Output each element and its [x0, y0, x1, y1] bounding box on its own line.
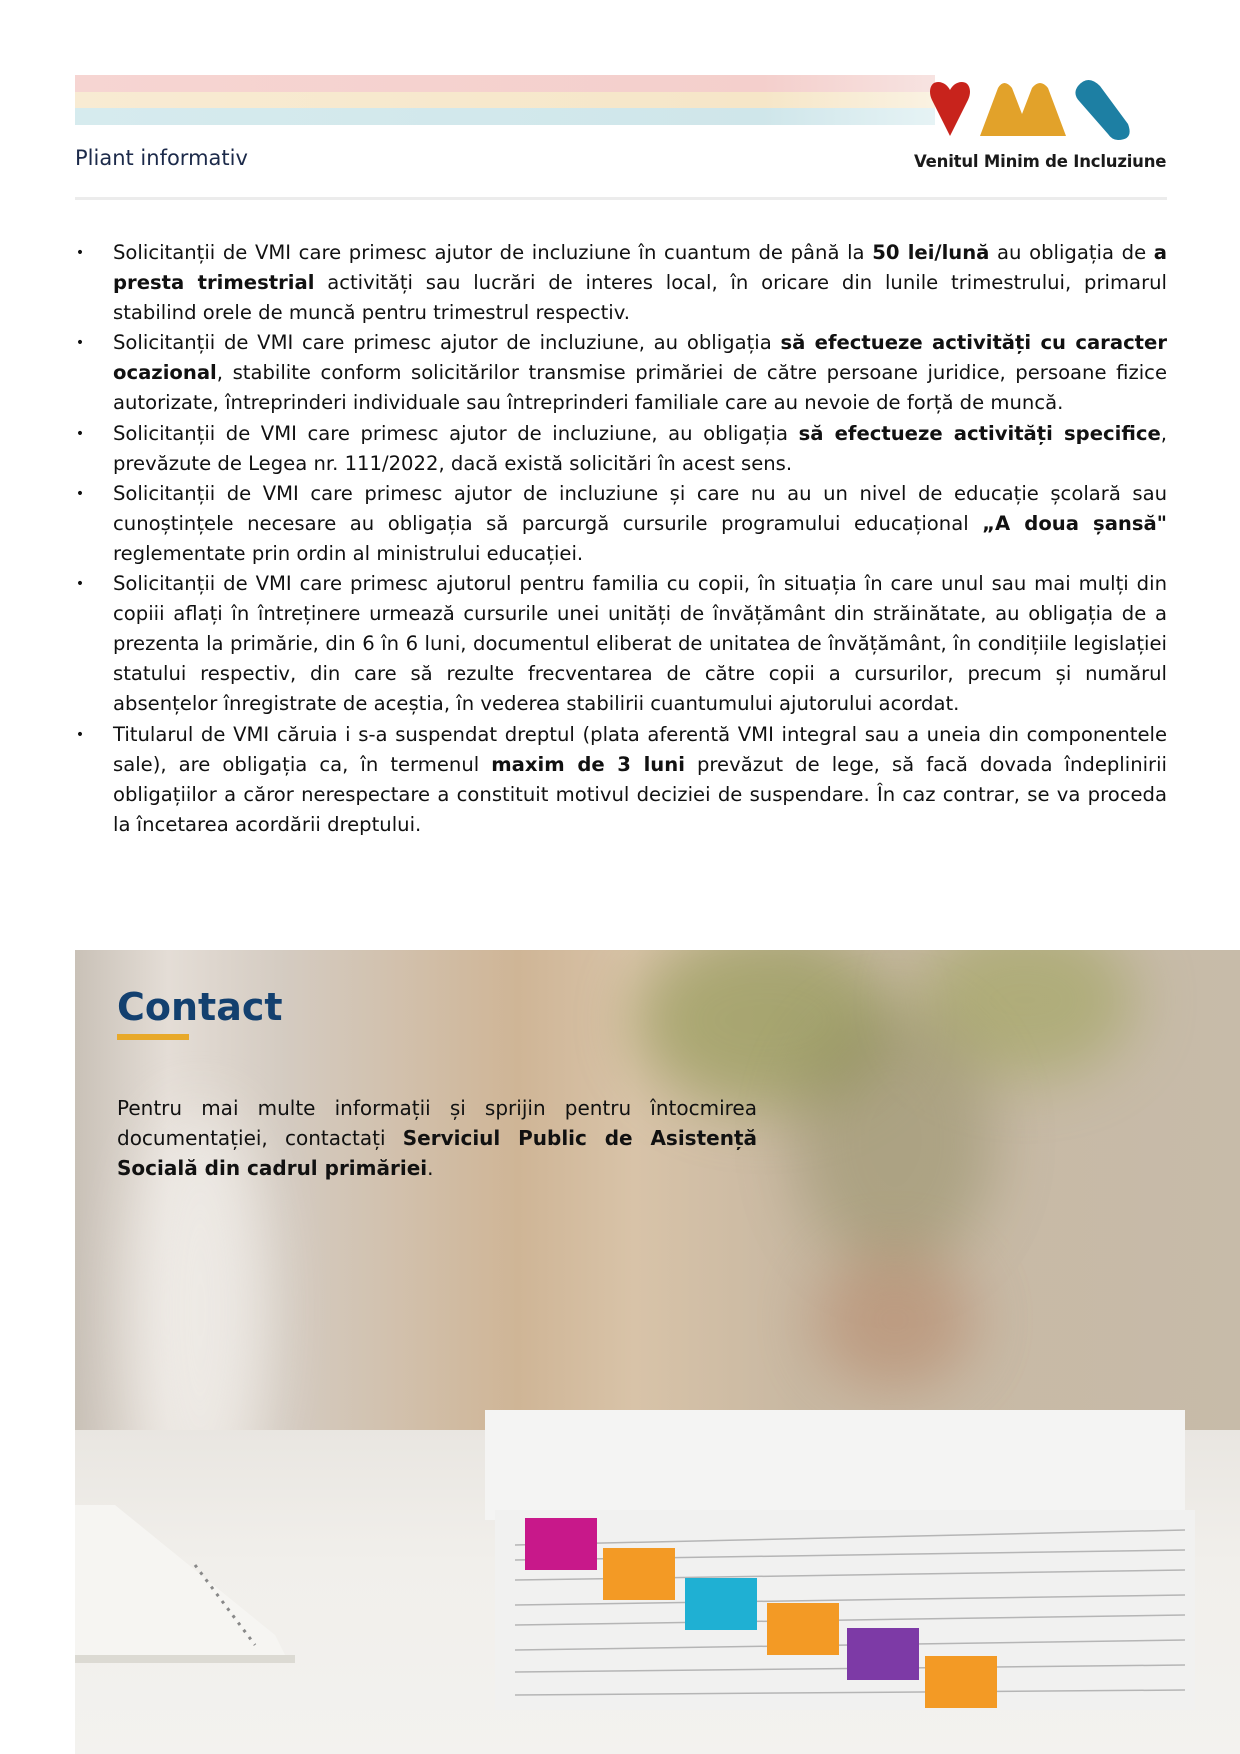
emphasis-text: să efectueze activități cu caracter ocazional	[113, 331, 1167, 385]
body-text: Titularul de VMI căruia i s-a suspendat dreptul (plata aferentă VMI integral sau a uneia din componentele sale), are obligația ca, în termenul	[113, 722, 1167, 776]
contact-heading: Contact	[117, 985, 283, 1029]
document-label: Pliant informativ	[75, 146, 248, 170]
emphasis-text: să efectueze activități specifice	[798, 421, 1161, 445]
body-text: activități sau lucrări de interes local, în oricare din lunile trimestrului, primarul stabilind orele de muncă pentru trimestrul respectiv.	[113, 271, 1167, 325]
bullet-icon: •	[75, 726, 85, 743]
bullet-icon: •	[75, 245, 85, 261]
list-item	[75, 720, 1167, 840]
list-item	[75, 238, 1167, 328]
contact-text-end: .	[427, 1156, 434, 1180]
tab-orange	[767, 1603, 839, 1655]
header-stripes	[75, 75, 935, 125]
body-text: , stabilite conform solicitărilor transmise primăriei de către persoane juridice, persoane fizice autorizate, întreprinderi individuale sau întreprinderi familiale care au nevoie de forță de muncă.	[113, 361, 1167, 415]
contact-text	[117, 1093, 757, 1183]
logo-m	[980, 83, 1066, 136]
body-text: reglementate prin ordin al ministrului educației.	[113, 541, 584, 565]
emphasis-text: maxim de 3 luni	[491, 752, 685, 776]
body-text: , prevăzute de Legea nr. 111/2022, dacă există solicitări în acest sens.	[113, 421, 1167, 475]
stripe-blue	[75, 108, 935, 125]
contact-heading-underline	[117, 1034, 189, 1040]
lamp-blur	[815, 1250, 975, 1390]
tab-cyan	[685, 1578, 757, 1630]
body-text: Solicitanții de VMI care primesc ajutor de incluziune și care nu au un nivel de educație școlară sau cunoștințele necesare au obligația să parcurgă cursurile programului educațional	[113, 481, 1167, 535]
bullet-icon: •	[75, 485, 85, 502]
bullet-icon: •	[75, 576, 85, 593]
notebook	[75, 1505, 305, 1665]
body-text: Solicitanții de VMI care primesc ajutor de incluziune, au obligația	[113, 331, 781, 355]
logo-text: Venitul Minim de Incluziune	[914, 152, 1167, 171]
bullet-icon: •	[75, 425, 85, 442]
tab-magenta	[525, 1518, 597, 1570]
plant-blur	[795, 1010, 995, 1270]
emphasis-text: 50 lei/lună	[872, 241, 990, 264]
contact-text-intro: Pentru mai multe informații și sprijin pentru întocmirea documentației, contactați	[117, 1096, 757, 1150]
contact-photo	[75, 950, 1240, 1754]
paper-stack	[475, 1410, 1205, 1730]
emphasis-text: „A doua șansă"	[982, 511, 1167, 535]
tab-orange	[925, 1656, 997, 1708]
body-text: prevăzut de lege, să facă dovada îndeplinirii obligațiilor a căror nerespectare a constituit motivul deciziei de suspendare. În caz contrar, se va proceda la încetarea acordării dreptului.	[113, 752, 1168, 836]
list-item	[75, 328, 1167, 418]
obligations-list	[75, 238, 1167, 840]
header-divider	[75, 197, 1167, 200]
body-text: au obligația de	[989, 241, 1154, 264]
tab-purple	[847, 1628, 919, 1680]
logo-heart	[930, 82, 970, 136]
stripe-yellow	[75, 92, 935, 109]
list-item	[75, 419, 1167, 479]
emphasis-text: a presta trimestrial	[113, 241, 1167, 295]
body-text: Solicitanții de VMI care primesc ajutorul pentru familia cu copii, în situația în care unul sau mai mulți din copiii aflați în întreținere urmează cursurile unei unități de învățământ din străinătate, au obligația de a prezenta la primărie, din 6 în 6 luni, documentul eliberat de unitatea de învățământ, în condițiile legislației statului respectiv, din care să rezulte frecventarea de către copii a cursurilor, precum și numărul absențelor înregistrate de aceștia, în vederea stabilirii cuantumului ajutorului acordat.	[113, 572, 1167, 716]
list-item	[75, 479, 1167, 569]
list-item	[75, 569, 1167, 719]
contact-service-name: Serviciul Public de Asistență Socială din cadrul primăriei	[117, 1126, 758, 1180]
bullet-icon: •	[75, 335, 85, 352]
logo-i	[1075, 80, 1129, 140]
body-text: Solicitanții de VMI care primesc ajutor de incluziune în cuantum de până la	[113, 241, 873, 264]
vmi-logo-icon	[928, 74, 1150, 142]
tab-orange	[603, 1548, 675, 1600]
stripe-red	[75, 75, 935, 92]
body-text: Solicitanții de VMI care primesc ajutor de incluziune, au obligația	[113, 421, 799, 445]
